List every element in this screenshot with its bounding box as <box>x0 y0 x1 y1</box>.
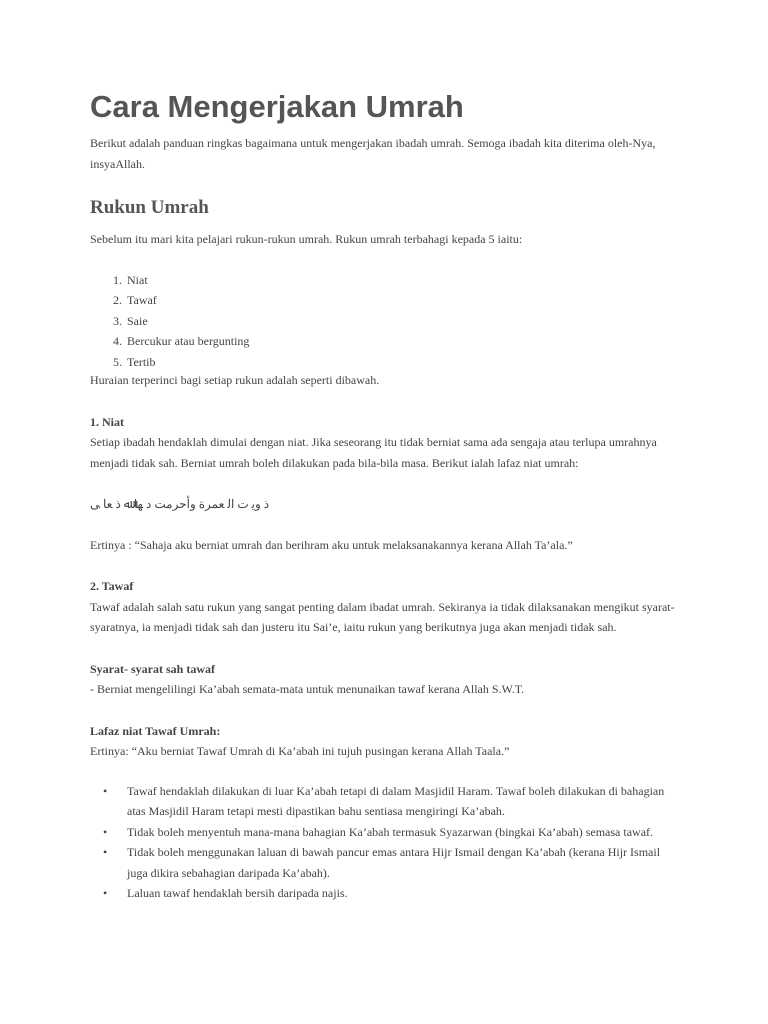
rukun-after: Huraian terperinci bagi setiap rukun adalah seperti dibawah. <box>90 373 380 387</box>
rukun-item: 5. Tertib <box>125 352 680 373</box>
niat-text: Setiap ibadah hendaklah dimulai dengan niat. Jika seseorang itu tidak berniat sama ada sengaja atau terlupa umrahnya menjadi tidak sah. Berniat umrah boleh dilakukan pada bila-bila masa. Berikut ialah lafaz niat umrah: <box>90 435 657 470</box>
lafaz-heading: Lafaz niat Tawaf Umrah: <box>90 723 221 738</box>
lafaz-text: Ertinya: “Aku berniat Tawaf Umrah di Ka’abah ini tujuh pusingan kerana Allah Taala.” <box>90 744 510 758</box>
rukun-heading: Rukun Umrah <box>90 197 209 218</box>
rukun-item: 3. Saie <box>125 311 680 332</box>
tawaf-bullet: • Tidak boleh menggunakan laluan di bawah pancur emas antara Hijr Ismail dengan Ka’abah (kerana Hijr Ismail juga dikira sebahagian daripada Ka’abah). <box>125 842 680 883</box>
rukun-lead: Sebelum itu mari kita pelajari rukun-rukun umrah. Rukun umrah terbahagi kepada 5 iaitu: <box>90 232 523 246</box>
tawaf-bullet: • Tidak boleh menyentuh mana-mana bahagian Ka’abah termasuk Syazarwan (bingkai Ka’abah) semasa tawaf. <box>125 822 680 843</box>
tawaf-bullet: • Laluan tawaf hendaklah bersih daripada najis. <box>125 883 680 904</box>
rukun-list <box>90 270 680 373</box>
page-title: Cara Mengerjakan Umrah <box>90 89 464 124</box>
syarat-heading: Syarat- syarat sah tawaf <box>90 661 215 676</box>
tawaf-bullet-list <box>90 781 680 904</box>
intro-paragraph: Berikut adalah panduan ringkas bagaimana untuk mengerjakan ibadah umrah. Semoga ibadah kita diterima oleh-Nya, insyaAllah. <box>90 136 656 171</box>
tawaf-text: Tawaf adalah salah satu rukun yang sangat penting dalam ibadat umrah. Sekiranya ia tidak dilaksanakan mengikut syarat-syaratnya, ia menjadi tidak sah dan justeru itu Sai’e, iaitu rukun yang berikutnya juga akan menjadi tidak sah. <box>90 599 675 634</box>
syarat-text: - Berniat mengelilingi Ka’abah semata-mata untuk menunaikan tawaf kerana Allah S.W.T. <box>90 682 525 696</box>
rukun-item: 2. Tawaf <box>125 290 680 311</box>
rukun-item: 4. Bercukur atau bergunting <box>125 331 680 352</box>
tawaf-heading: 2. Tawaf <box>90 579 134 593</box>
document-page <box>90 88 680 904</box>
niat-arabic-text: ﺫ ﻭﻳ ﺕ ﺍﻟ ﻌﻤﺮﺓ ﻭﺃﺣﺮﻣﺖ ﺩ ﻬﺎ ﷲ ﺫ ﻌﺎ ﻰ <box>90 497 270 511</box>
tawaf-bullet: • Tawaf hendaklah dilakukan di luar Ka’abah tetapi di dalam Masjidil Haram. Tawaf boleh dilakukan di bahagian atas Masjidil Haram tetapi mesti dipastikan bahu sentiasa mengiringi Ka’abah. <box>125 781 680 822</box>
niat-translation: Ertinya : “Sahaja aku berniat umrah dan berihram aku untuk melaksanakannya kerana Allah Ta’ala.” <box>90 537 573 552</box>
niat-heading: 1. Niat <box>90 414 124 429</box>
rukun-item: 1. Niat <box>125 270 680 291</box>
